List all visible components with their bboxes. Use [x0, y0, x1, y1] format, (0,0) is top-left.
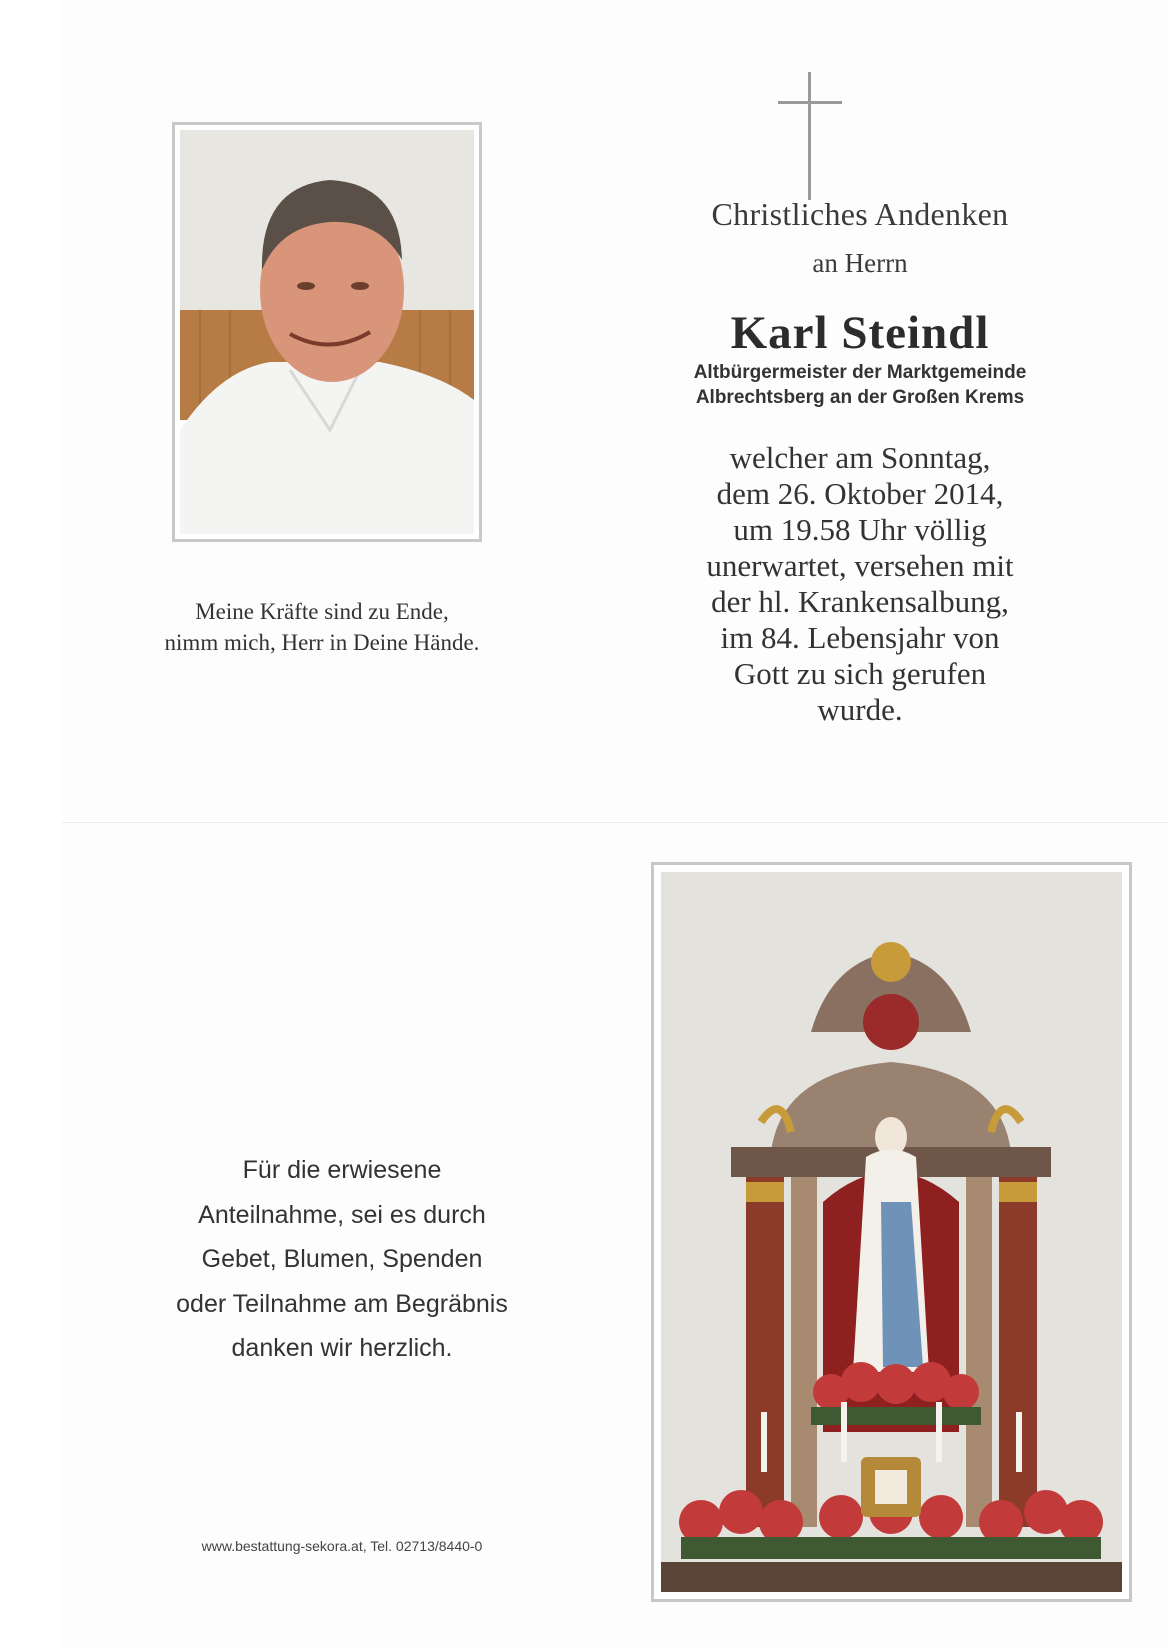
cross-icon: [778, 72, 842, 200]
altar-madonna-photo: [661, 872, 1122, 1592]
notice-line: Gott zu sich gerufen: [733, 656, 987, 691]
salutation: an Herrn: [812, 248, 908, 278]
death-notice: [630, 440, 1090, 728]
notice-line: wurde.: [817, 692, 903, 727]
notice-line: unerwartet, versehen mit: [706, 548, 1014, 583]
verse: [112, 596, 532, 658]
notice-line: dem 26. Oktober 2014,: [716, 476, 1004, 511]
thanks-line: Für die erwiesene: [242, 1156, 442, 1184]
deceased-name: Karl Steindl: [730, 307, 990, 359]
notice-line: welcher am Sonntag,: [729, 440, 991, 475]
thanks-line: danken wir herzlich.: [231, 1334, 453, 1362]
notice-line: im 84. Lebensjahr von: [720, 620, 1000, 655]
title-line: Altbürgermeister der Marktgemeinde: [693, 362, 1027, 383]
notice-line: der hl. Krankensalbung,: [711, 584, 1009, 619]
thanks-line: oder Teilnahme am Begräbnis: [176, 1289, 508, 1318]
altar-frame: [651, 862, 1132, 1602]
thanks-text: [92, 1148, 592, 1371]
title-line: Albrechtsberg an der Großen Krems: [695, 387, 1025, 408]
verse-line: Meine Kräfte sind zu Ende,: [195, 599, 449, 624]
thanks-line: Anteilnahme, sei es durch: [198, 1200, 486, 1229]
heading: Christliches Andenken: [711, 196, 1009, 232]
portrait-frame: [172, 122, 482, 542]
footer-contact: www.bestattung-sekora.at, Tel. 02713/8440-0: [201, 1538, 483, 1554]
verse-line: nimm mich, Herr in Deine Hände.: [164, 630, 480, 655]
portrait-photo: [180, 130, 474, 534]
thanks-line: Gebet, Blumen, Spenden: [201, 1245, 483, 1273]
notice-line: um 19.58 Uhr völlig: [733, 512, 987, 547]
